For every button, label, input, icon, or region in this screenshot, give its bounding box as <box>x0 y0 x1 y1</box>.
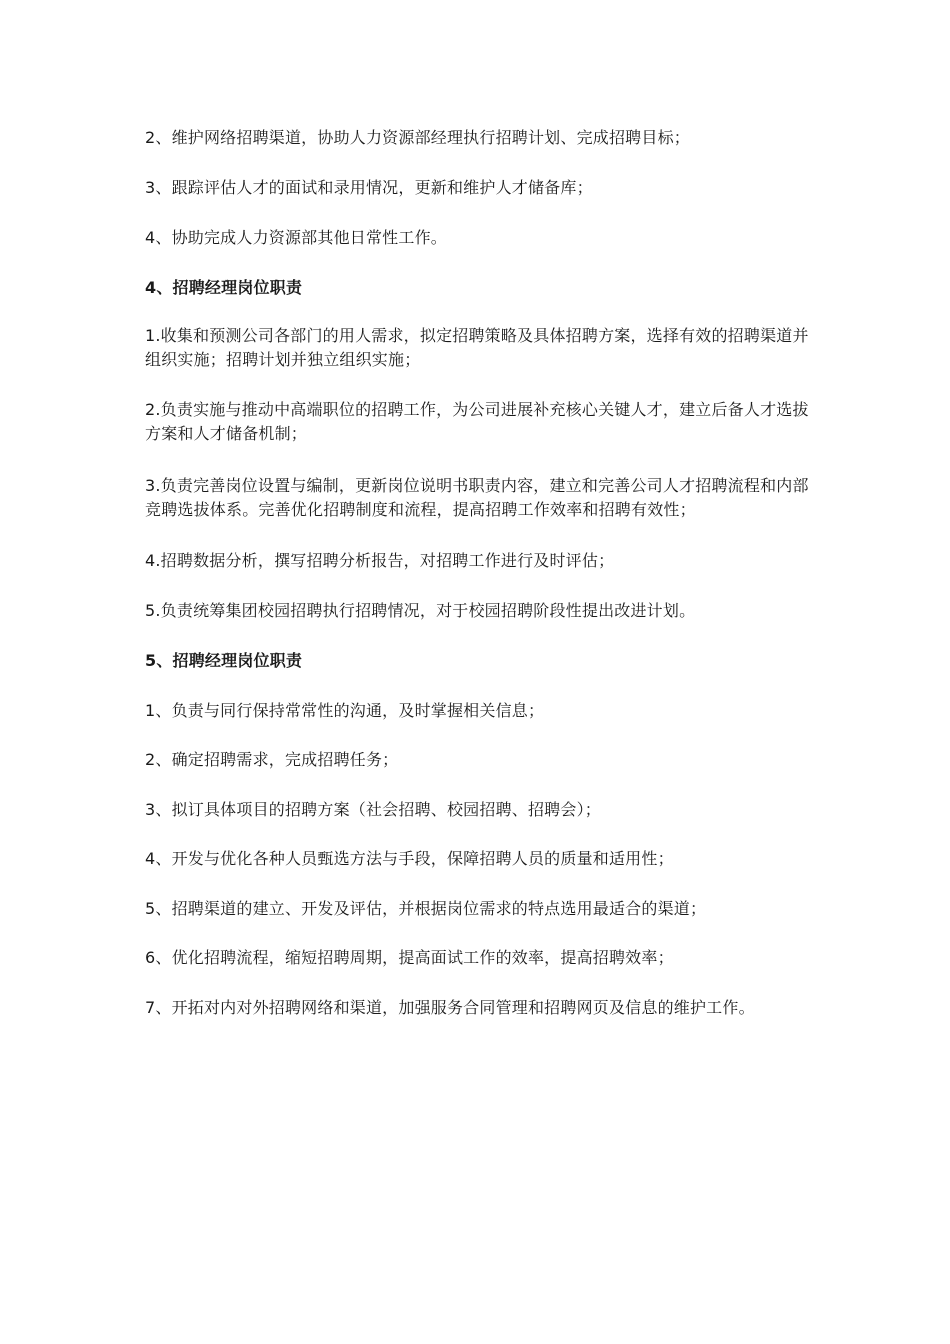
list-item: 3、跟踪评估人才的面试和录用情况，更新和维护人才储备库； <box>145 178 593 197</box>
list-item: 5.负责统筹集团校园招聘执行招聘情况，对于校园招聘阶段性提出改进计划。 <box>145 601 696 620</box>
list-item: 2、维护网络招聘渠道，协助人力资源部经理执行招聘计划、完成招聘目标； <box>145 128 690 147</box>
list-item: 5、招聘渠道的建立、开发及评估，并根据岗位需求的特点选用最适合的渠道； <box>145 899 707 918</box>
section-heading: 4、招聘经理岗位职责 <box>145 278 303 297</box>
list-item: 3.负责完善岗位设置与编制，更新岗位说明书职责内容，建立和完善公司人才招聘流程和内部竞聘选拔体系。完善优化招聘制度和流程，提高招聘工作效率和招聘有效性； <box>145 476 809 519</box>
list-item: 3、拟订具体项目的招聘方案（社会招聘、校园招聘、招聘会）； <box>145 800 601 819</box>
list-item: 4.招聘数据分析，撰写招聘分析报告，对招聘工作进行及时评估； <box>145 551 615 570</box>
list-item: 2.负责实施与推动中高端职位的招聘工作，为公司进展补充核心关键人才，建立后备人才选拔方案和人才储备机制； <box>145 400 809 443</box>
list-item: 6、优化招聘流程，缩短招聘周期，提高面试工作的效率，提高招聘效率； <box>145 948 674 967</box>
list-item: 1、负责与同行保持常常性的沟通，及时掌握相关信息； <box>145 701 545 720</box>
list-item: 4、开发与优化各种人员甄选方法与手段，保障招聘人员的质量和适用性； <box>145 849 674 868</box>
list-item: 2、确定招聘需求，完成招聘任务； <box>145 750 399 769</box>
list-item: 1.收集和预测公司各部门的用人需求，拟定招聘策略及具体招聘方案，选择有效的招聘渠道并组织实施；招聘计划并独立组织实施； <box>145 326 809 369</box>
section-heading: 5、招聘经理岗位职责 <box>145 651 303 670</box>
list-item: 7、开拓对内对外招聘网络和渠道，加强服务合同管理和招聘网页及信息的维护工作。 <box>145 998 755 1017</box>
list-item: 4、协助完成人力资源部其他日常性工作。 <box>145 228 447 247</box>
